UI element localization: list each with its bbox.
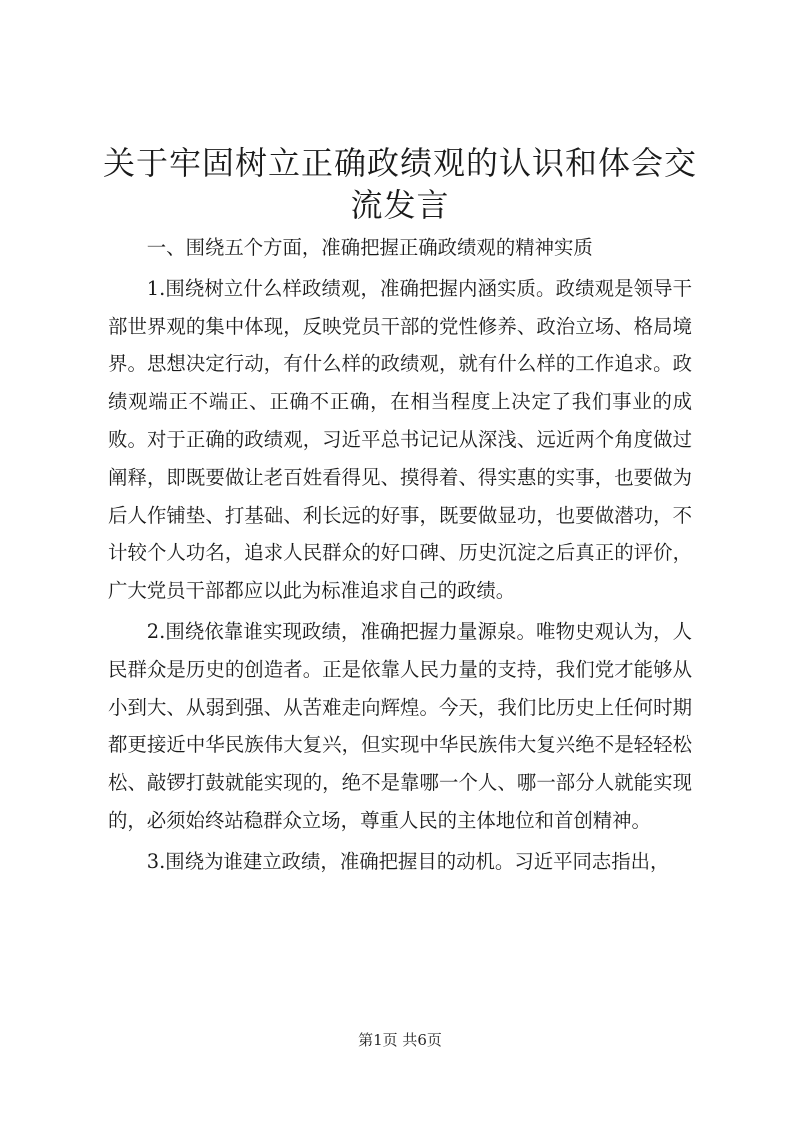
page-number: 第1页 共6页 [358, 1031, 442, 1049]
page-footer [0, 1030, 800, 1050]
section-heading: 一、围绕五个方面，准确把握正确政绩观的精神实质 [146, 236, 593, 259]
paragraph-3: 3.围绕为谁建立政绩，准确把握目的动机。习近平同志指出， [146, 849, 670, 873]
paragraph-2: 2.围绕依靠谁实现政绩，准确把握力量源泉。唯物史观认为，人民群众是历史的创造者。正是依靠人民力量的支持，我们党才能够从小到大、从弱到强、从苦难走向辉煌。今天，我们比历史上任何时期都更接近中华民族伟大复兴，但实现中华民族伟大复兴绝不是轻轻松松、敲锣打鼓就能实现的，绝不是靠哪一个人、哪一部分人就能实现的，必须始终站稳群众立场，尊重人民的主体地位和首创精神。 [108, 619, 692, 832]
document-body [108, 229, 692, 881]
paragraph-1: 1.围绕树立什么样政绩观，准确把握内涵实质。政绩观是领导干部世界观的集中体现，反映党员干部的党性修养、政治立场、格局境界。思想决定行动，有什么样的政绩观，就有什么样的工作追求。政绩观端正不端正、正确不正确，在相当程度上决定了我们事业的成败。对于正确的政绩观，习近平总书记记从深浅、远近两个角度做过阐释，即既要做让老百姓看得见、摸得着、得实惠的实事，也要做为后人作铺垫、打基础、利长远的好事，既要做显功，也要做潜功，不计较个人功名，追求人民群众的好口碑、历史沉淀之后真正的评价，广大党员干部都应以此为标准追求自己的政绩。 [108, 276, 692, 603]
document-title: 关于牢固树立正确政绩观的认识和体会交流发言 [102, 144, 697, 224]
